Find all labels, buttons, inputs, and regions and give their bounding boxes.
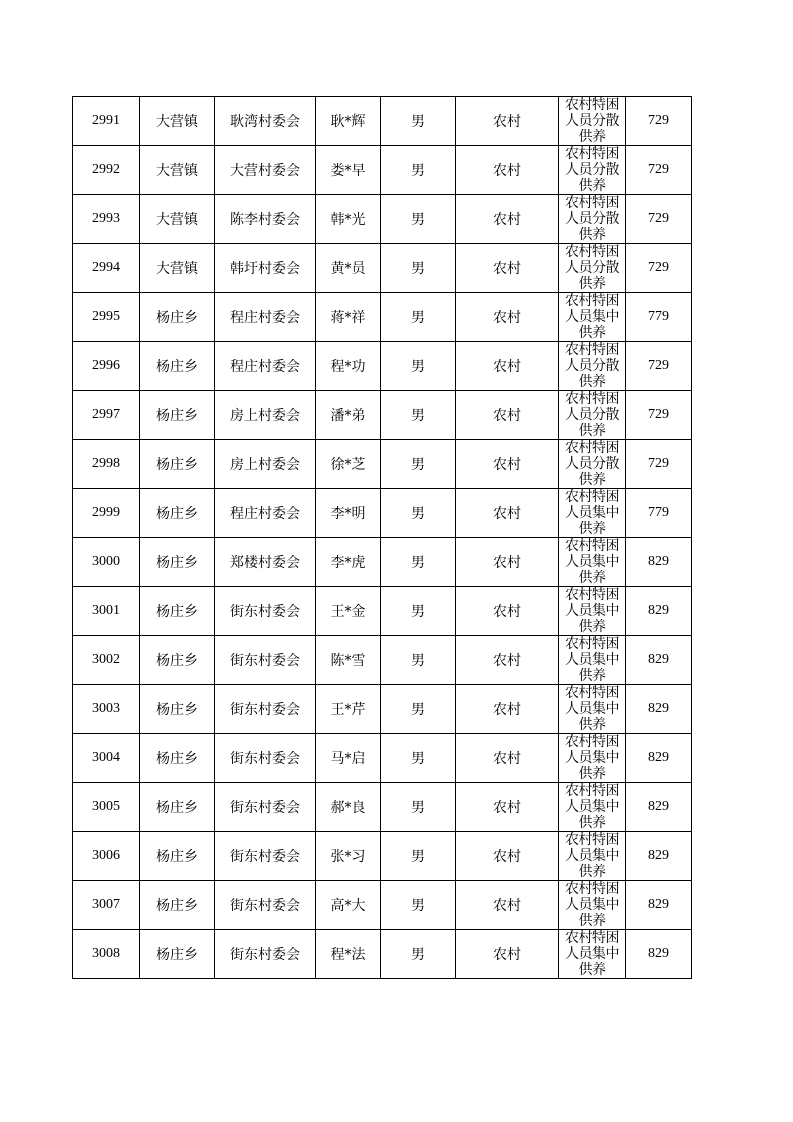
assistance-type-text	[559, 734, 625, 782]
town-cell: 杨庄乡	[140, 391, 215, 440]
assistance-type-line: 供养	[578, 276, 606, 292]
area-cell: 农村	[456, 587, 559, 636]
name-cell: 高*大	[316, 881, 381, 930]
sex-cell: 男	[381, 146, 456, 195]
assistance-type-line: 农村特困	[565, 440, 619, 456]
amount-cell: 829	[626, 538, 692, 587]
area-cell: 农村	[456, 685, 559, 734]
amount-cell: 729	[626, 342, 692, 391]
assistance-type-text	[559, 538, 625, 586]
row-id-cell: 2993	[73, 195, 140, 244]
name-cell: 娄*早	[316, 146, 381, 195]
assistance-type-text	[559, 783, 625, 831]
assistance-type-line: 供养	[578, 325, 606, 341]
name-cell: 黄*员	[316, 244, 381, 293]
assistance-type-line: 人员集中	[565, 652, 619, 668]
area-cell: 农村	[456, 440, 559, 489]
row-id-cell: 2997	[73, 391, 140, 440]
table-row	[73, 342, 692, 391]
assistance-type-cell	[559, 146, 626, 195]
assistance-type-line: 农村特困	[565, 930, 619, 946]
name-cell: 潘*弟	[316, 391, 381, 440]
assistance-type-cell	[559, 832, 626, 881]
amount-cell: 729	[626, 244, 692, 293]
assistance-type-line: 供养	[578, 374, 606, 390]
area-cell: 农村	[456, 146, 559, 195]
assistance-type-text	[559, 293, 625, 341]
village-cell: 陈李村委会	[215, 195, 316, 244]
assistance-type-line: 农村特困	[565, 195, 619, 211]
table-row	[73, 391, 692, 440]
table-row	[73, 244, 692, 293]
amount-cell: 729	[626, 440, 692, 489]
area-cell: 农村	[456, 293, 559, 342]
town-cell: 大营镇	[140, 97, 215, 146]
assistance-type-line: 农村特困	[565, 881, 619, 897]
assistance-type-cell	[559, 391, 626, 440]
village-cell: 程庄村委会	[215, 342, 316, 391]
assistance-type-line: 供养	[578, 717, 606, 733]
assistance-type-line: 农村特困	[565, 587, 619, 603]
row-id-cell: 3003	[73, 685, 140, 734]
assistance-type-line: 供养	[578, 913, 606, 929]
amount-cell: 829	[626, 832, 692, 881]
village-cell: 街东村委会	[215, 636, 316, 685]
sex-cell: 男	[381, 783, 456, 832]
amount-cell: 779	[626, 489, 692, 538]
assistance-type-line: 农村特困	[565, 489, 619, 505]
assistance-type-text	[559, 489, 625, 537]
table-row	[73, 146, 692, 195]
assistance-type-cell	[559, 930, 626, 979]
assistance-type-line: 供养	[578, 766, 606, 782]
amount-cell: 829	[626, 930, 692, 979]
sex-cell: 男	[381, 195, 456, 244]
assistance-type-line: 人员分散	[565, 358, 619, 374]
area-cell: 农村	[456, 244, 559, 293]
assistance-type-cell	[559, 783, 626, 832]
sex-cell: 男	[381, 293, 456, 342]
assistance-type-cell	[559, 293, 626, 342]
area-cell: 农村	[456, 195, 559, 244]
assistance-type-line: 供养	[578, 864, 606, 880]
assistance-type-text	[559, 342, 625, 390]
amount-cell: 729	[626, 146, 692, 195]
assistance-type-line: 人员集中	[565, 554, 619, 570]
area-cell: 农村	[456, 930, 559, 979]
assistance-type-line: 供养	[578, 668, 606, 684]
assistance-type-cell	[559, 489, 626, 538]
row-id-cell: 2992	[73, 146, 140, 195]
name-cell: 王*芹	[316, 685, 381, 734]
name-cell: 蒋*祥	[316, 293, 381, 342]
row-id-cell: 3002	[73, 636, 140, 685]
village-cell: 程庄村委会	[215, 489, 316, 538]
amount-cell: 829	[626, 881, 692, 930]
assistance-type-line: 供养	[578, 129, 606, 145]
assistance-type-line: 供养	[578, 423, 606, 439]
village-cell: 街东村委会	[215, 881, 316, 930]
amount-cell: 729	[626, 97, 692, 146]
assistance-type-cell	[559, 342, 626, 391]
assistance-type-line: 人员分散	[565, 407, 619, 423]
assistance-type-cell	[559, 440, 626, 489]
assistance-type-line: 人员集中	[565, 946, 619, 962]
assistance-type-cell	[559, 881, 626, 930]
row-id-cell: 3007	[73, 881, 140, 930]
assistance-type-cell	[559, 636, 626, 685]
amount-cell: 829	[626, 685, 692, 734]
row-id-cell: 3008	[73, 930, 140, 979]
town-cell: 杨庄乡	[140, 832, 215, 881]
village-cell: 街东村委会	[215, 783, 316, 832]
row-id-cell: 3001	[73, 587, 140, 636]
town-cell: 大营镇	[140, 244, 215, 293]
row-id-cell: 3005	[73, 783, 140, 832]
assistance-type-text	[559, 587, 625, 635]
area-cell: 农村	[456, 881, 559, 930]
assistance-type-line: 人员集中	[565, 750, 619, 766]
sex-cell: 男	[381, 587, 456, 636]
village-cell: 郑楼村委会	[215, 538, 316, 587]
table-row	[73, 734, 692, 783]
assistance-type-line: 人员分散	[565, 260, 619, 276]
area-cell: 农村	[456, 636, 559, 685]
sex-cell: 男	[381, 881, 456, 930]
area-cell: 农村	[456, 538, 559, 587]
amount-cell: 829	[626, 636, 692, 685]
assistance-type-line: 供养	[578, 227, 606, 243]
town-cell: 杨庄乡	[140, 685, 215, 734]
assistance-type-line: 农村特困	[565, 685, 619, 701]
assistance-type-line: 农村特困	[565, 391, 619, 407]
area-cell: 农村	[456, 391, 559, 440]
town-cell: 杨庄乡	[140, 636, 215, 685]
assistance-type-cell	[559, 587, 626, 636]
town-cell: 杨庄乡	[140, 734, 215, 783]
assistance-type-line: 供养	[578, 178, 606, 194]
name-cell: 张*习	[316, 832, 381, 881]
village-cell: 房上村委会	[215, 391, 316, 440]
town-cell: 杨庄乡	[140, 489, 215, 538]
assistance-type-line: 农村特困	[565, 636, 619, 652]
table-row	[73, 636, 692, 685]
roster-body	[73, 97, 692, 979]
area-cell: 农村	[456, 342, 559, 391]
assistance-type-text	[559, 146, 625, 194]
table-row	[73, 97, 692, 146]
name-cell: 程*法	[316, 930, 381, 979]
assistance-type-line: 供养	[578, 521, 606, 537]
name-cell: 郝*良	[316, 783, 381, 832]
table-row	[73, 685, 692, 734]
amount-cell: 779	[626, 293, 692, 342]
assistance-type-line: 人员分散	[565, 162, 619, 178]
name-cell: 李*明	[316, 489, 381, 538]
assistance-type-line: 人员集中	[565, 505, 619, 521]
assistance-type-line: 人员集中	[565, 603, 619, 619]
assistance-type-text	[559, 881, 625, 929]
amount-cell: 829	[626, 734, 692, 783]
assistance-type-cell	[559, 685, 626, 734]
village-cell: 街东村委会	[215, 685, 316, 734]
assistance-type-cell	[559, 244, 626, 293]
assistance-type-line: 农村特困	[565, 97, 619, 113]
sex-cell: 男	[381, 97, 456, 146]
assistance-type-text	[559, 391, 625, 439]
sex-cell: 男	[381, 538, 456, 587]
name-cell: 程*功	[316, 342, 381, 391]
village-cell: 街东村委会	[215, 832, 316, 881]
row-id-cell: 2999	[73, 489, 140, 538]
assistance-type-line: 人员集中	[565, 897, 619, 913]
assistance-type-line: 农村特困	[565, 832, 619, 848]
assistance-type-line: 人员集中	[565, 799, 619, 815]
area-cell: 农村	[456, 97, 559, 146]
assistance-type-line: 人员集中	[565, 848, 619, 864]
sex-cell: 男	[381, 832, 456, 881]
village-cell: 街东村委会	[215, 930, 316, 979]
assistance-type-line: 农村特困	[565, 734, 619, 750]
sex-cell: 男	[381, 734, 456, 783]
name-cell: 马*启	[316, 734, 381, 783]
row-id-cell: 2994	[73, 244, 140, 293]
row-id-cell: 2996	[73, 342, 140, 391]
assistance-type-line: 供养	[578, 570, 606, 586]
name-cell: 徐*芝	[316, 440, 381, 489]
table-row	[73, 440, 692, 489]
assistance-type-line: 供养	[578, 619, 606, 635]
town-cell: 杨庄乡	[140, 440, 215, 489]
table-row	[73, 881, 692, 930]
name-cell: 韩*光	[316, 195, 381, 244]
assistance-type-line: 农村特困	[565, 244, 619, 260]
assistance-type-line: 农村特困	[565, 293, 619, 309]
village-cell: 耿湾村委会	[215, 97, 316, 146]
amount-cell: 829	[626, 587, 692, 636]
assistance-type-text	[559, 440, 625, 488]
assistance-type-text	[559, 244, 625, 292]
village-cell: 程庄村委会	[215, 293, 316, 342]
name-cell: 李*虎	[316, 538, 381, 587]
assistance-type-line: 农村特困	[565, 783, 619, 799]
assistance-type-cell	[559, 734, 626, 783]
row-id-cell: 3000	[73, 538, 140, 587]
assistance-type-cell	[559, 538, 626, 587]
row-id-cell: 3004	[73, 734, 140, 783]
table-row	[73, 783, 692, 832]
row-id-cell: 2998	[73, 440, 140, 489]
table-row	[73, 293, 692, 342]
name-cell: 王*金	[316, 587, 381, 636]
assistance-type-cell	[559, 195, 626, 244]
table-row	[73, 538, 692, 587]
assistance-type-line: 人员集中	[565, 701, 619, 717]
town-cell: 大营镇	[140, 146, 215, 195]
row-id-cell: 2995	[73, 293, 140, 342]
row-id-cell: 2991	[73, 97, 140, 146]
sex-cell: 男	[381, 636, 456, 685]
assistance-type-line: 人员集中	[565, 309, 619, 325]
assistance-type-line: 农村特困	[565, 342, 619, 358]
assistance-type-line: 农村特困	[565, 538, 619, 554]
amount-cell: 729	[626, 391, 692, 440]
town-cell: 杨庄乡	[140, 881, 215, 930]
table-row	[73, 832, 692, 881]
assistance-type-line: 供养	[578, 472, 606, 488]
town-cell: 杨庄乡	[140, 783, 215, 832]
amount-cell: 829	[626, 783, 692, 832]
assistance-type-line: 农村特困	[565, 146, 619, 162]
assistance-type-line: 人员分散	[565, 456, 619, 472]
table-row	[73, 195, 692, 244]
assistance-type-text	[559, 832, 625, 880]
assistance-type-line: 人员分散	[565, 211, 619, 227]
area-cell: 农村	[456, 783, 559, 832]
assistance-type-text	[559, 636, 625, 684]
sex-cell: 男	[381, 440, 456, 489]
assistance-type-line: 供养	[578, 815, 606, 831]
town-cell: 大营镇	[140, 195, 215, 244]
assistance-type-text	[559, 685, 625, 733]
assistance-type-line: 人员分散	[565, 113, 619, 129]
village-cell: 街东村委会	[215, 587, 316, 636]
amount-cell: 729	[626, 195, 692, 244]
sex-cell: 男	[381, 489, 456, 538]
town-cell: 杨庄乡	[140, 293, 215, 342]
assistance-type-text	[559, 97, 625, 145]
assistance-type-text	[559, 930, 625, 978]
town-cell: 杨庄乡	[140, 930, 215, 979]
table-row	[73, 587, 692, 636]
table-row	[73, 489, 692, 538]
village-cell: 房上村委会	[215, 440, 316, 489]
sex-cell: 男	[381, 244, 456, 293]
town-cell: 杨庄乡	[140, 587, 215, 636]
name-cell: 陈*雪	[316, 636, 381, 685]
row-id-cell: 3006	[73, 832, 140, 881]
town-cell: 杨庄乡	[140, 342, 215, 391]
assistance-type-line: 供养	[578, 962, 606, 978]
sex-cell: 男	[381, 685, 456, 734]
table-row	[73, 930, 692, 979]
area-cell: 农村	[456, 489, 559, 538]
area-cell: 农村	[456, 734, 559, 783]
sex-cell: 男	[381, 391, 456, 440]
sex-cell: 男	[381, 342, 456, 391]
assistance-type-text	[559, 195, 625, 243]
sex-cell: 男	[381, 930, 456, 979]
village-cell: 韩圩村委会	[215, 244, 316, 293]
village-cell: 街东村委会	[215, 734, 316, 783]
area-cell: 农村	[456, 832, 559, 881]
name-cell: 耿*辉	[316, 97, 381, 146]
assistance-type-cell	[559, 97, 626, 146]
roster-table	[72, 96, 692, 979]
village-cell: 大营村委会	[215, 146, 316, 195]
town-cell: 杨庄乡	[140, 538, 215, 587]
